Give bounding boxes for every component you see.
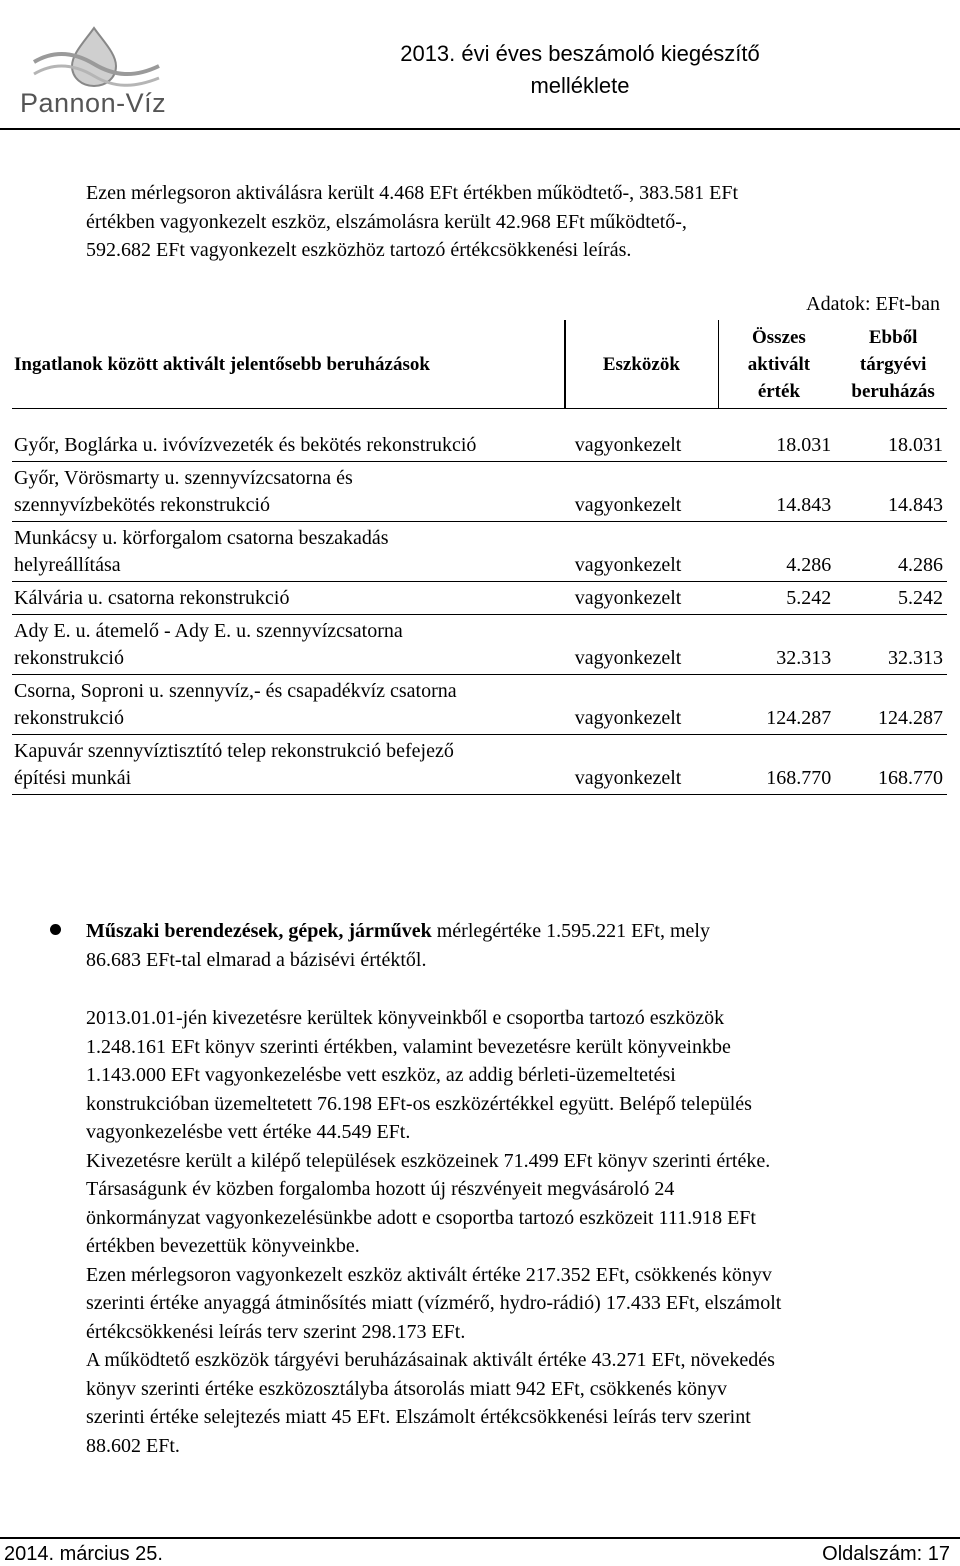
bullet-icon	[50, 924, 61, 935]
body-line: A működtető eszközök tárgyévi beruházásainak aktivált értéke 43.271 EFt, növekedés	[86, 1349, 775, 1371]
table-row	[12, 615, 947, 675]
row-total: 32.313	[776, 647, 832, 669]
intro-paragraph	[86, 179, 936, 265]
body-line: értékben bevezettük könyveinkbe.	[86, 1235, 360, 1257]
company-logo	[14, 22, 174, 122]
row-description-line: Győr, Vörösmarty u. szennyvízcsatorna és	[14, 467, 353, 489]
bullet-heading: Műszaki berendezések, gépek, járművek	[86, 920, 432, 942]
header-title-line2: melléklete	[530, 73, 630, 98]
row-asset-type: vagyonkezelt	[574, 554, 682, 576]
row-asset-type: vagyonkezelt	[574, 767, 682, 789]
body-line: szerinti értéke selejtezés miatt 45 EFt. Elszámolt értékcsökkenési leírás terv szerint	[86, 1406, 751, 1428]
page-number: Oldalszám: 17	[822, 1543, 950, 1565]
row-current: 18.031	[888, 434, 943, 456]
header-total-activated	[718, 320, 839, 409]
header-current-year	[839, 320, 947, 409]
row-description-line: Csorna, Soproni u. szennyvíz,- és csapadékvíz csatorna	[14, 680, 457, 702]
bullet-paragraph	[86, 917, 936, 974]
bullet-line	[86, 917, 936, 946]
row-total: 124.287	[766, 707, 832, 729]
table-header-row	[12, 320, 947, 409]
table-column-divider	[565, 320, 566, 409]
body-line: vagyonkezelésbe vett értéke 44.549 EFt.	[86, 1121, 411, 1143]
header-title	[260, 38, 900, 102]
row-asset-type: vagyonkezelt	[574, 647, 682, 669]
body-line: Kivezetésre került a kilépő települések eszközeinek 71.499 EFt könyv szerinti értéke.	[86, 1149, 771, 1172]
row-description	[12, 429, 565, 462]
footer-divider	[0, 1537, 960, 1539]
row-description-line: Győr, Boglárka u. ivóvízvezeték és bekötés rekonstrukció	[14, 434, 477, 456]
row-total: 14.843	[776, 494, 832, 516]
row-description-line: rekonstrukció	[14, 647, 124, 669]
intro-line: Ezen mérlegsoron aktiválásra került 4.468 EFt értékben működtető-, 383.581 EFt	[86, 182, 739, 204]
row-description	[12, 735, 565, 795]
unit-note: Adatok: EFt-ban	[806, 293, 940, 315]
row-description-line: Munkácsy u. körforgalom csatorna beszakadás	[14, 527, 389, 549]
body-line: konstrukcióban üzemeltetett 76.198 EFt-os eszközértékkel együtt. Belépő település	[86, 1092, 752, 1115]
row-description-line: Kapuvár szennyvíztisztító telep rekonstrukció befejező	[14, 740, 454, 762]
table-row	[12, 735, 947, 795]
body-line: Társaságunk év közben forgalomba hozott új részvényeit megvásároló 24	[86, 1178, 675, 1200]
row-current: 14.843	[888, 494, 943, 516]
row-description	[12, 522, 565, 582]
row-asset-type: vagyonkezelt	[574, 587, 682, 609]
body-line: értékcsökkenési leírás terv szerint 298.173 EFt.	[86, 1320, 466, 1343]
row-current: 4.286	[898, 554, 943, 576]
row-asset-type: vagyonkezelt	[574, 707, 682, 729]
table-row	[12, 429, 947, 462]
body-line: önkormányzat vagyonkezelésünkbe adott e csoportba tartozó eszközeit 111.918 EFt	[86, 1206, 756, 1229]
row-description	[12, 675, 565, 735]
row-total: 18.031	[776, 434, 832, 456]
row-description-line: helyreállítása	[14, 554, 121, 576]
row-total: 168.770	[766, 767, 832, 789]
table-row	[12, 462, 947, 522]
row-description	[12, 615, 565, 675]
body-line: könyv szerinti értéke eszközosztályba átsorolás miatt 942 EFt, csökkenés könyv	[86, 1377, 727, 1400]
header-text: beruházás	[851, 380, 935, 402]
logo-text: Pannon-Víz	[20, 88, 167, 118]
row-description-line: rekonstrukció	[14, 707, 124, 729]
header-description: Ingatlanok között aktivált jelentősebb beruházások	[14, 353, 430, 375]
header-text: tárgyévi	[859, 353, 927, 375]
header-title-line1: 2013. évi éves beszámoló kiegészítő	[400, 41, 760, 66]
table-column-divider	[718, 320, 719, 409]
body-line: 1.143.000 EFt vagyonkezelésbe vett eszköz, az addig bérleti-üzemeltetési	[86, 1064, 676, 1086]
row-current: 168.770	[878, 767, 943, 789]
footer-date: 2014. március 25.	[4, 1543, 163, 1565]
investments-table	[12, 320, 947, 795]
header-text: aktivált	[747, 353, 811, 375]
row-description-line: Ady E. u. átemelő - Ady E. u. szennyvízcsatorna	[14, 620, 403, 642]
body-paragraph	[86, 1004, 936, 1460]
row-asset-type: vagyonkezelt	[574, 434, 682, 456]
row-description-line: szennyvízbekötés rekonstrukció	[14, 494, 271, 516]
bullet-line: 86.683 EFt-tal elmarad a bázisévi értéktől.	[86, 948, 427, 971]
header-divider	[0, 128, 960, 130]
body-line: szerinti értéke anyaggá átminősítés miatt (vízmérő, hydro-rádió) 17.433 EFt, elszámolt	[86, 1292, 782, 1314]
intro-line: értékben vagyonkezelt eszköz, elszámolásra került 42.968 EFt működtető-,	[86, 210, 687, 233]
row-description	[12, 582, 565, 615]
row-description	[12, 462, 565, 522]
table-row	[12, 582, 947, 615]
header-text: Ebből	[868, 326, 918, 348]
intro-line: 592.682 EFt vagyonkezelt eszközhöz tartozó értékcsökkenési leírás.	[86, 239, 632, 261]
header-assets: Eszközök	[565, 320, 718, 409]
body-line: 2013.01.01-jén kivezetésre kerültek könyveinkből e csoportba tartozó eszközök	[86, 1007, 725, 1029]
header-text: érték	[757, 380, 801, 402]
row-total: 4.286	[786, 554, 832, 576]
header-text: Összes	[752, 326, 806, 348]
body-line: 1.248.161 EFt könyv szerinti értékben, valamint bevezetésre került könyveinkbe	[86, 1035, 731, 1058]
row-current: 32.313	[888, 647, 943, 669]
row-total: 5.242	[786, 587, 832, 609]
table-row	[12, 675, 947, 735]
row-description-line: építési munkái	[14, 767, 132, 789]
row-asset-type: vagyonkezelt	[574, 494, 682, 516]
bullet-text: mérlegértéke 1.595.221 EFt, mely	[431, 920, 710, 942]
logo-emblem-icon	[14, 22, 174, 92]
row-current: 5.242	[898, 587, 943, 609]
row-description-line: Kálvária u. csatorna rekonstrukció	[14, 587, 290, 609]
row-current: 124.287	[878, 707, 943, 729]
body-line: 88.602 EFt.	[86, 1434, 180, 1457]
table-row	[12, 522, 947, 582]
body-line: Ezen mérlegsoron vagyonkezelt eszköz aktivált értéke 217.352 EFt, csökkenés könyv	[86, 1263, 772, 1286]
